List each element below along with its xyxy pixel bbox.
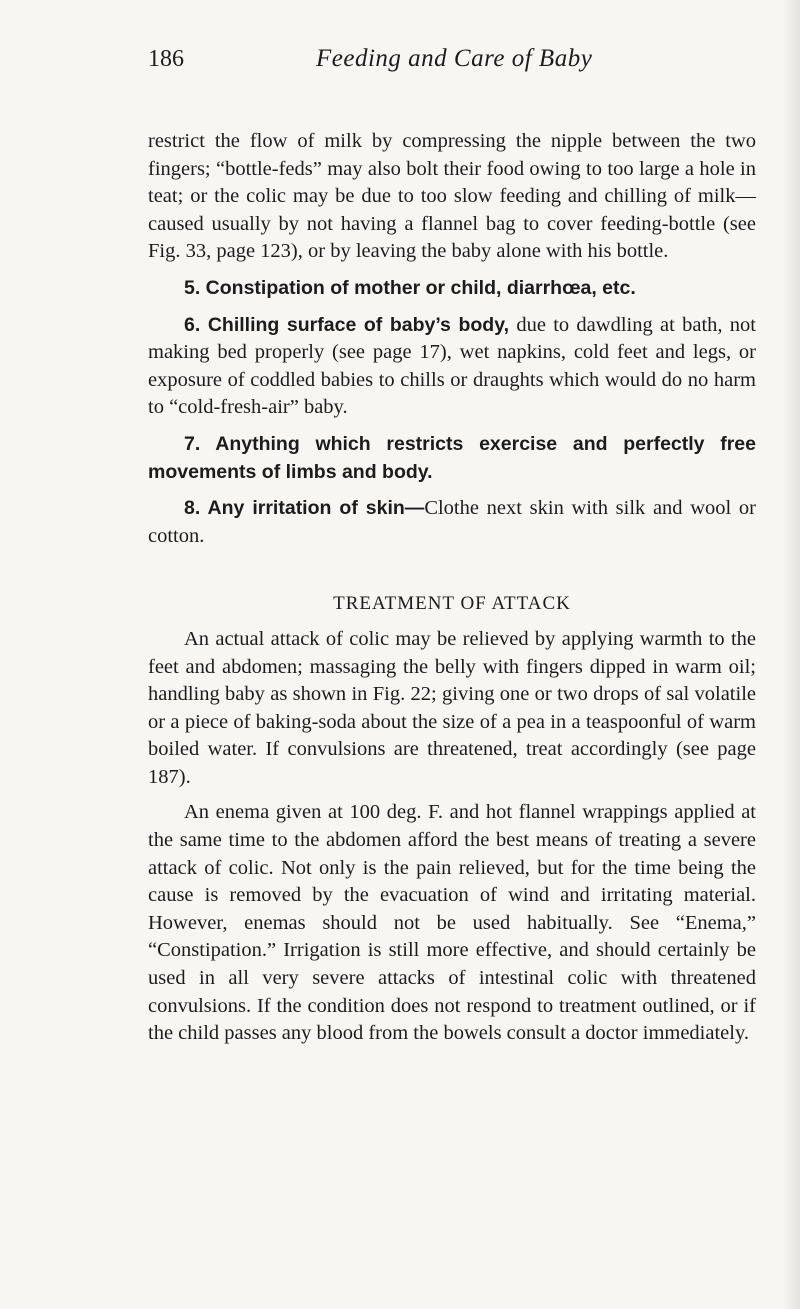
running-head <box>148 38 756 80</box>
paragraph-continued: restrict the flow of milk by compressing the nipple between the two fingers; “bottle-feds” may also bolt their food owing to too large a hole in teat; or the colic may be due to too slow feeding and chilling of milk—caused usually by not having a flannel bag to cover feeding-bottle (see Fig. 33, page 123), or by leaving the baby alone with his bottle. <box>148 130 756 263</box>
paragraph-treatment-1: An actual attack of colic may be relieved by applying warmth to the feet and abdomen; massaging the belly with fingers dipped in warm oil; handling baby as shown in Fig. 22; giving one or two drops of sal volatile or a piece of baking-soda about the size of a pea in a teaspoonful of warm boiled water. If convulsions are threatened, treat accordingly (see page 187). <box>148 627 756 788</box>
section-heading: TREATMENT OF ATTACK <box>333 593 571 615</box>
list-item-7 <box>148 431 756 486</box>
list-item-5 <box>148 275 756 303</box>
list-item-6-bold: 6. Chilling surface of baby’s body, <box>184 313 510 336</box>
list-item-8 <box>148 495 756 550</box>
list-item-6-text: due to dawdling at bath, not making bed properly (see page 17), wet napkins, cold feet and legs, or exposure of coddled babies to chills or draughts which would do no harm to “cold-fresh-air” baby. <box>148 313 757 419</box>
list-item-7-bold: 7. Anything which restricts exercise and perfectly free movements of limbs and body. <box>148 432 756 483</box>
body-text <box>148 128 756 1048</box>
paragraph-treatment-2: An enema given at 100 deg. F. and hot flannel wrappings applied at the same time to the abdomen afford the best means of treating a severe attack of colic. Not only is the pain relieved, but for the time being the cause is removed by the evacuation of wind and irritating material. However, enemas should not be used habitually. See “Enema,” “Constipation.” Irrigation is still more effective, and should certainly be used in all very severe attacks of intestinal colic with threatened convulsions. If the condition does not respond to treatment outlined, or if the child passes any blood from the bowels consult a doctor immediately. <box>148 801 756 1045</box>
book-page <box>148 38 756 1048</box>
list-item-6 <box>148 312 756 422</box>
page-edge-shadow <box>782 0 800 1309</box>
list-item-5-bold: 5. Constipation of mother or child, diarrhœa, etc. <box>184 276 636 299</box>
list-item-8-text: Clothe next skin with silk and wool or cotton. <box>148 497 756 547</box>
page-number: 186 <box>148 46 184 72</box>
list-item-8-bold: 8. Any irritation of skin— <box>184 497 425 520</box>
running-title: Feeding and Care of Baby <box>316 45 593 72</box>
